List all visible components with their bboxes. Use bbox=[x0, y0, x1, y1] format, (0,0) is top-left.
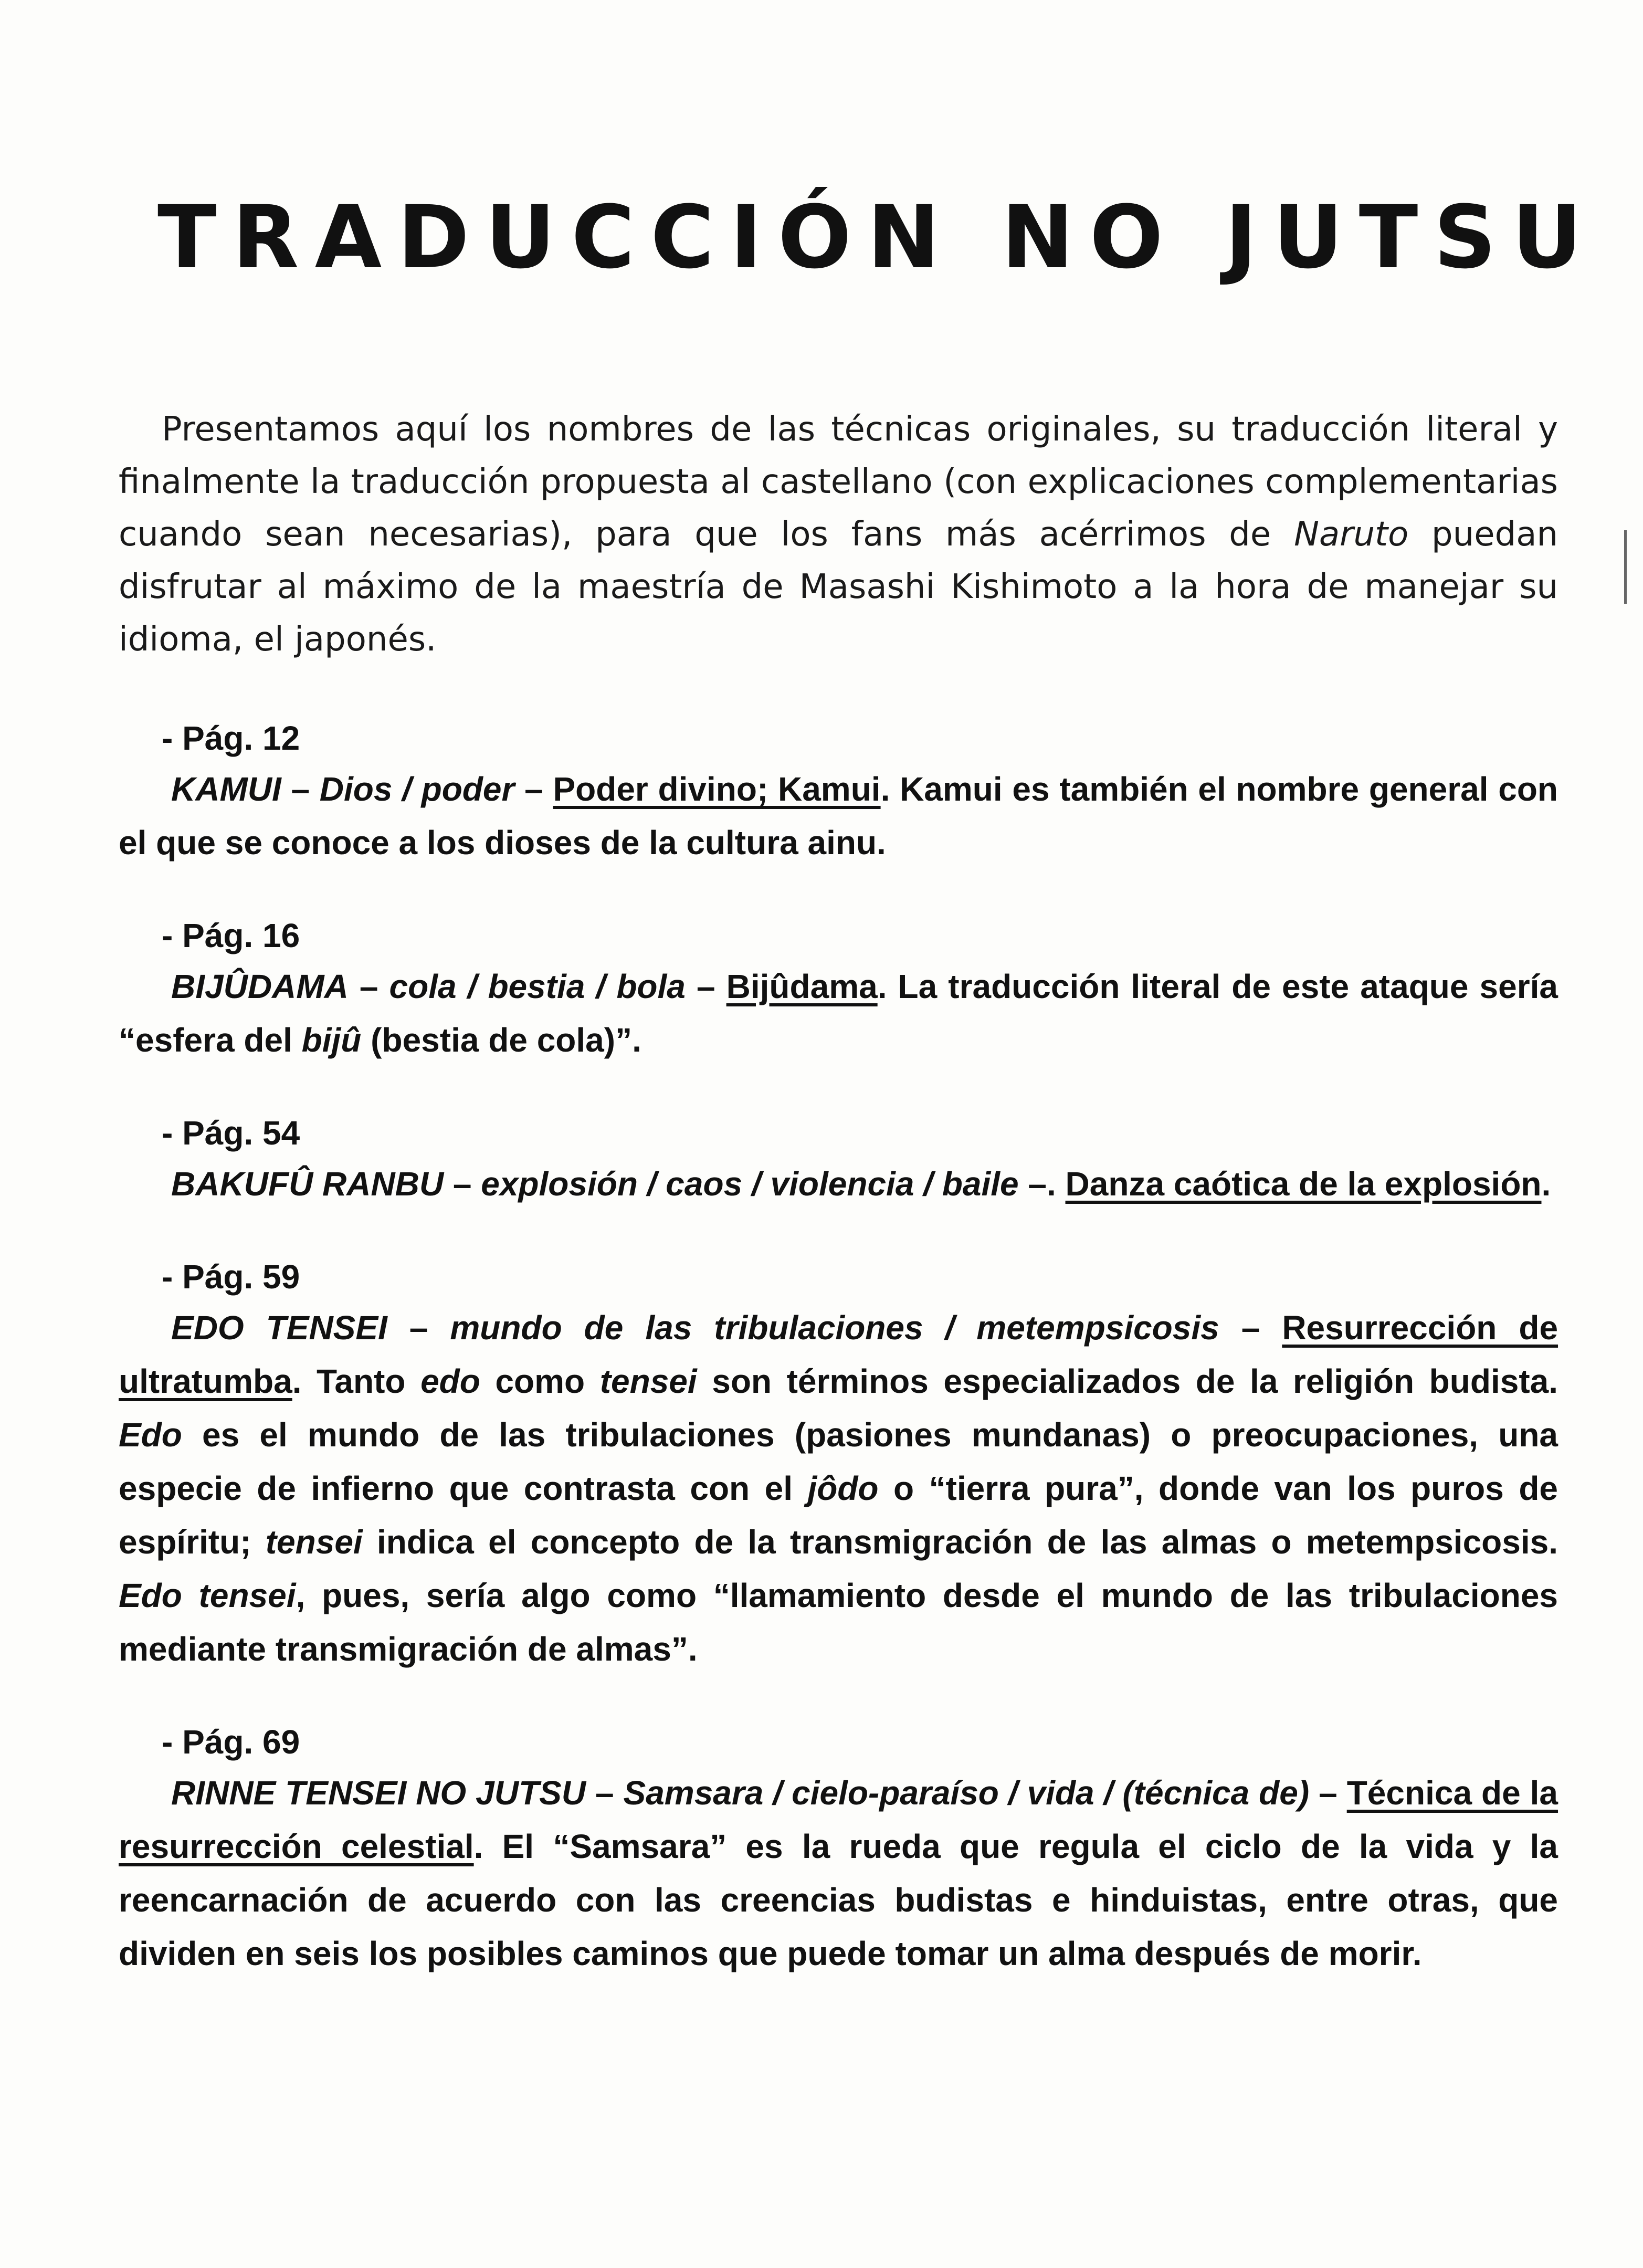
italic-text: Edo tensei bbox=[119, 1577, 296, 1614]
text-run: Presentamos aquí los nombres de las técnicas originales, su traducción literal y finalmente la traducción propuesta al castellano (con explicaciones complementarias cuando sean necesarias), para que los fans más acérrimos de bbox=[119, 410, 1558, 554]
separator: – bbox=[1309, 1774, 1347, 1812]
technique-name: BIJÛDAMA bbox=[171, 968, 349, 1005]
literal-translation: Samsara / cielo-paraíso / vida / (técnica de) bbox=[623, 1774, 1310, 1812]
technique-list bbox=[119, 714, 1558, 2022]
italic-text: Naruto bbox=[1294, 515, 1409, 554]
separator: – bbox=[348, 968, 389, 1005]
proposed-translation: Danza caótica de la explosión bbox=[1065, 1165, 1542, 1203]
literal-translation: cola / bestia / bola bbox=[389, 968, 686, 1005]
text-run: . Tanto bbox=[292, 1362, 421, 1400]
page-reference: - Pág. 12 bbox=[162, 719, 300, 757]
text-run: o “tierra pura”, donde van los puros de espíritu; bbox=[119, 1469, 1558, 1561]
proposed-translation: Resurrección de ultratumba bbox=[119, 1309, 1558, 1400]
separator: – bbox=[685, 968, 726, 1005]
proposed-translation: Poder divino; Kamui bbox=[553, 770, 881, 808]
italic-text: bijû bbox=[301, 1021, 362, 1059]
separator: – bbox=[281, 770, 320, 808]
entry-description bbox=[119, 960, 1558, 1067]
technique-entry bbox=[119, 1109, 1558, 1211]
text-run: como bbox=[480, 1362, 600, 1400]
technique-name: RINNE TENSEI NO JUTSU bbox=[171, 1774, 586, 1812]
technique-name: BAKUFÛ RANBU bbox=[171, 1165, 444, 1203]
text-run: , pues, sería algo como “llamamiento desde el mundo de las tribulaciones mediante transmigración de almas”. bbox=[119, 1577, 1558, 1668]
separator: – bbox=[387, 1309, 450, 1347]
text-run: son términos especializados de la religión budista. bbox=[697, 1362, 1558, 1400]
text-run: (bestia de cola)”. bbox=[361, 1021, 641, 1059]
explanation bbox=[119, 1362, 1558, 1668]
text-run: . bbox=[1541, 1165, 1551, 1203]
page-reference: - Pág. 69 bbox=[162, 1723, 300, 1761]
separator: – bbox=[585, 1774, 624, 1812]
technique-entry bbox=[119, 714, 1558, 869]
text-run: es el mundo de las tribulaciones (pasiones mundanas) o preocupaciones, una especie de infierno que contrasta con el bbox=[119, 1416, 1558, 1507]
technique-name: EDO TENSEI bbox=[171, 1309, 387, 1347]
text-run: . Kamui es también el nombre general con el que se conoce a los dioses de la cultura ainu. bbox=[119, 770, 1558, 862]
entry-description bbox=[119, 762, 1558, 869]
technique-entry bbox=[119, 1253, 1558, 1676]
technique-name: KAMUI bbox=[171, 770, 281, 808]
italic-text: jôdo bbox=[807, 1469, 879, 1507]
text-run: . La traducción literal de este ataque sería “esfera del bbox=[119, 968, 1558, 1059]
page-reference: - Pág. 59 bbox=[162, 1258, 300, 1296]
separator: – bbox=[444, 1165, 481, 1203]
page-title: TRADUCCIÓN NO JUTSU bbox=[157, 187, 1598, 288]
scan-edge-mark bbox=[1624, 530, 1627, 604]
text-run: . El “Samsara” es la rueda que regula el ciclo de la vida y la reencarnación de acuerdo con las creencias budistas e hinduistas, entre otras, que dividen en seis los posibles caminos que puede tomar un alma después de morir. bbox=[119, 1828, 1558, 1972]
separator: – bbox=[1219, 1309, 1282, 1347]
literal-translation: Dios / poder bbox=[319, 770, 515, 808]
entry-description bbox=[119, 1766, 1558, 1980]
page-reference: - Pág. 16 bbox=[162, 917, 300, 954]
text-run: indica el concepto de la transmigración de las almas o metempsicosis. bbox=[362, 1523, 1558, 1561]
proposed-translation: Técnica de la resurrección celestial bbox=[119, 1774, 1558, 1865]
literal-translation: mundo de las tribulaciones / metempsicosis bbox=[450, 1309, 1219, 1347]
technique-entry bbox=[119, 911, 1558, 1067]
entry-description bbox=[119, 1157, 1558, 1211]
page-reference: - Pág. 54 bbox=[162, 1114, 300, 1152]
italic-text: tensei bbox=[599, 1362, 697, 1400]
explanation bbox=[1542, 1165, 1551, 1203]
intro-paragraph bbox=[119, 403, 1558, 666]
technique-entry bbox=[119, 1718, 1558, 1980]
literal-translation: explosión / caos / violencia / baile bbox=[481, 1165, 1019, 1203]
proposed-translation: Bijûdama bbox=[726, 968, 878, 1005]
entry-description bbox=[119, 1301, 1558, 1676]
separator: – bbox=[514, 770, 553, 808]
separator: –. bbox=[1018, 1165, 1066, 1203]
italic-text: Edo bbox=[119, 1416, 182, 1454]
italic-text: tensei bbox=[265, 1523, 363, 1561]
text-run: puedan disfrutar al máximo de la maestría de Masashi Kishimoto a la hora de manejar su idioma, el japonés. bbox=[119, 515, 1558, 659]
intro-text bbox=[119, 410, 1558, 659]
italic-text: edo bbox=[420, 1362, 480, 1400]
